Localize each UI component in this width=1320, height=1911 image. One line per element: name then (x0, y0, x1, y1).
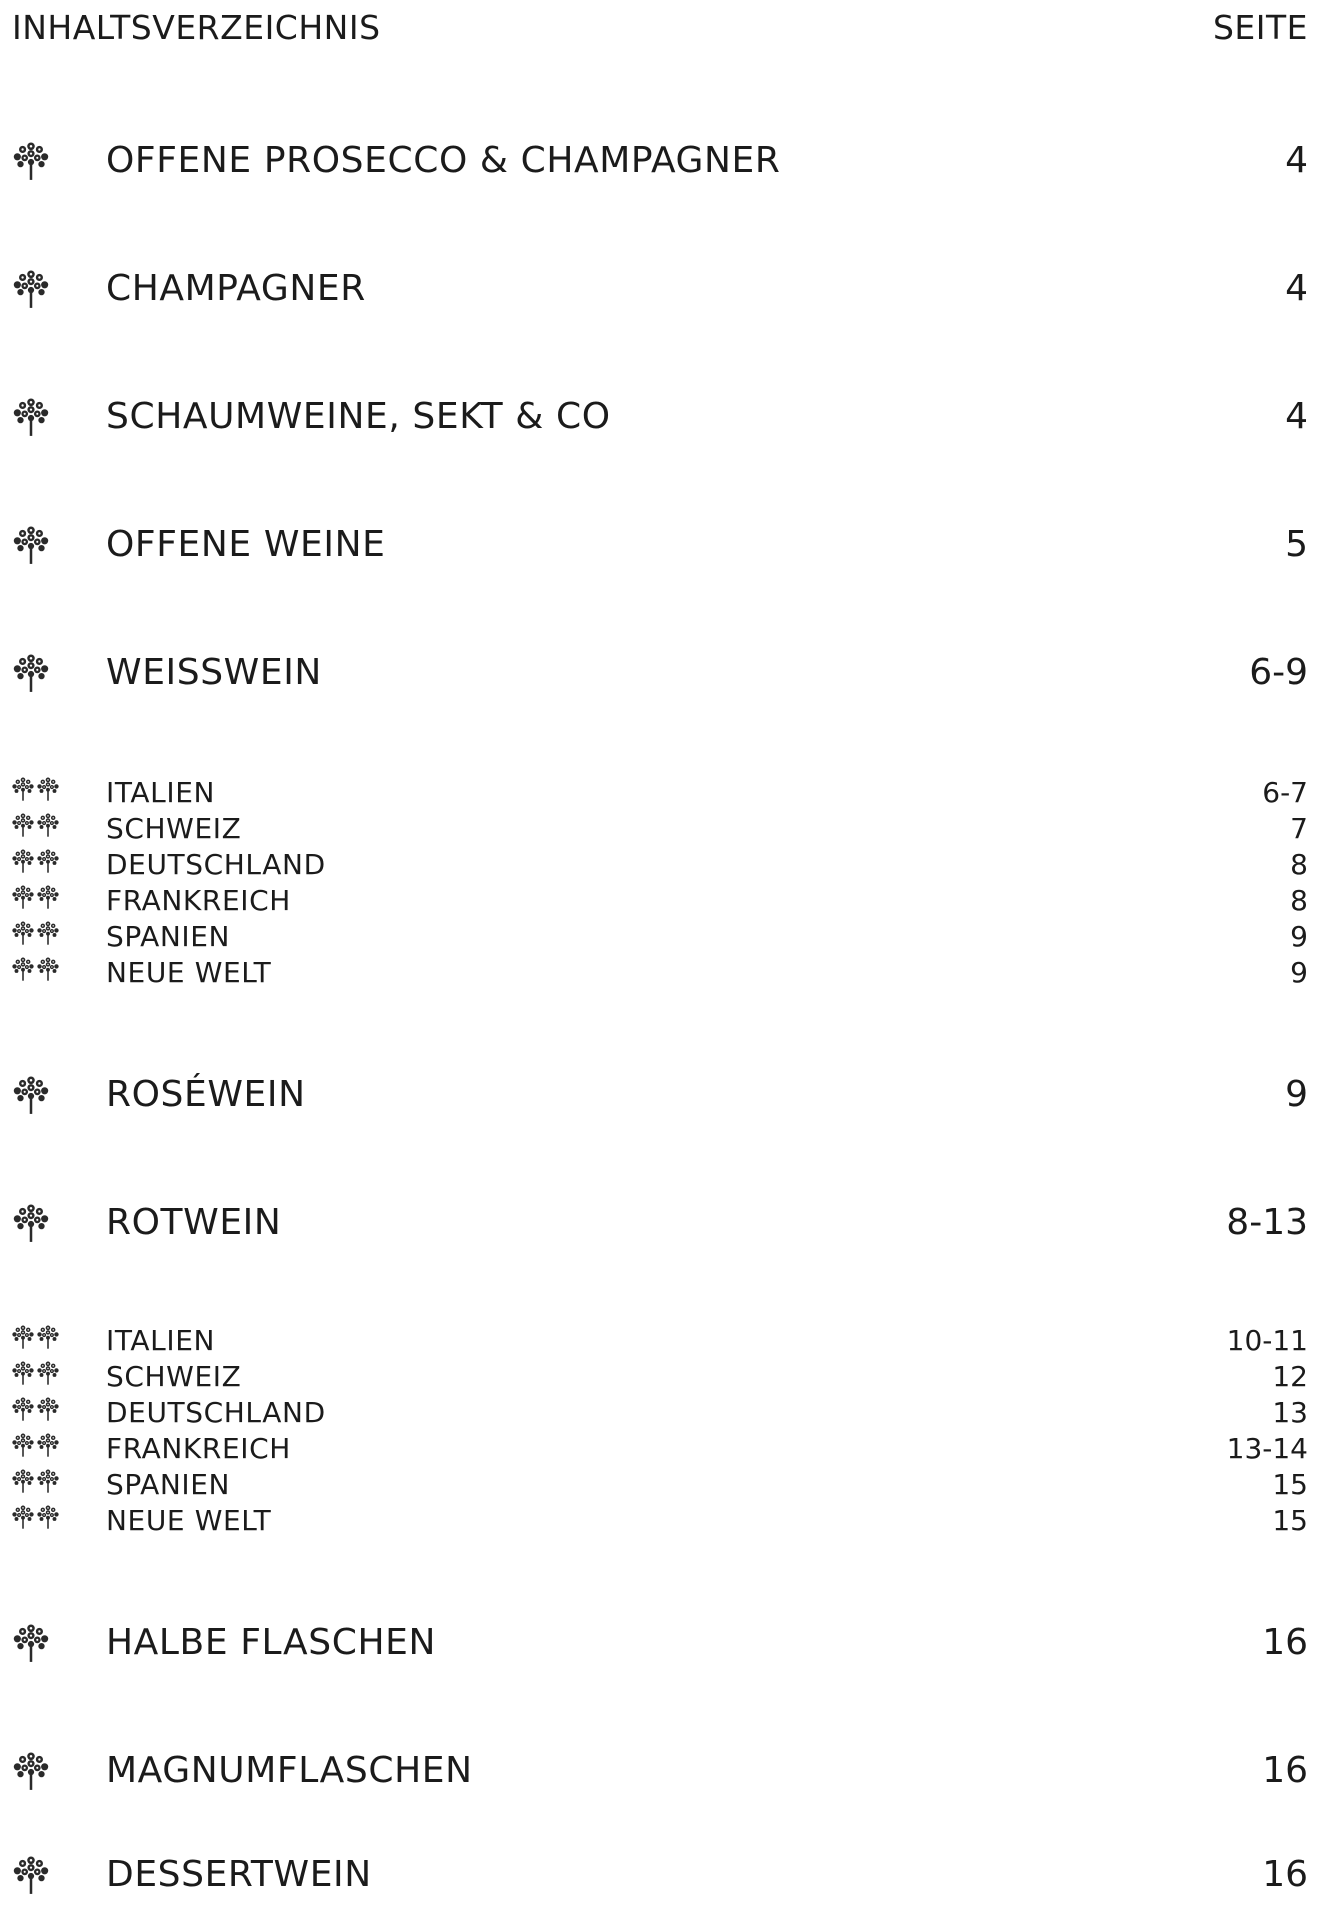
toc-subentry-page: 15 (1272, 1504, 1308, 1537)
toc-entry[interactable] (0, 132, 1320, 192)
toc-subentry[interactable] (0, 1430, 1320, 1466)
toc-entry-label: DESSERTWEIN (106, 1854, 372, 1895)
double-tree-icon (10, 1432, 62, 1460)
toc-entry[interactable] (0, 644, 1320, 704)
toc-entry[interactable] (0, 1614, 1320, 1674)
toc-entry-label: OFFENE PROSECCO & CHAMPAGNER (106, 140, 781, 181)
tree-icon (10, 268, 52, 310)
toc-entry-label: OFFENE WEINE (106, 524, 386, 565)
page-column-heading: SEITE (1212, 8, 1308, 47)
tree-icon (10, 396, 52, 438)
toc-entry-label: ROTWEIN (106, 1202, 282, 1243)
toc-subentry-page: 13-14 (1226, 1432, 1308, 1465)
tree-icon (10, 140, 52, 182)
tree-icon (10, 652, 52, 694)
toc-entry-page: 6-9 (1249, 652, 1308, 693)
toc-entry-page: 8-13 (1226, 1202, 1308, 1243)
toc-entry-label: MAGNUMFLASCHEN (106, 1750, 473, 1791)
double-tree-icon (10, 1504, 62, 1532)
toc-subentry-page: 10-11 (1226, 1324, 1308, 1357)
toc-subentry-label: FRANKREICH (106, 1432, 291, 1465)
toc-entry-label: CHAMPAGNER (106, 268, 366, 309)
toc-title: INHALTSVERZEICHNIS (12, 8, 381, 47)
toc-subentry[interactable] (0, 1502, 1320, 1538)
toc-entry-label: SCHAUMWEINE, SEKT & CO (106, 396, 611, 437)
toc-subentry[interactable] (0, 1322, 1320, 1358)
toc-entry-page: 4 (1285, 140, 1308, 181)
toc-subentry-label: DEUTSCHLAND (106, 1396, 326, 1429)
toc-subentry-page: 15 (1272, 1468, 1308, 1501)
toc-entry-label: WEISSWEIN (106, 652, 322, 693)
toc-entry[interactable] (0, 516, 1320, 576)
toc-subentry[interactable] (0, 774, 1320, 810)
toc-subentry-page: 12 (1272, 1360, 1308, 1393)
toc-subentry-page: 8 (1290, 884, 1308, 917)
double-tree-icon (10, 776, 62, 804)
toc-subentry[interactable] (0, 1466, 1320, 1502)
toc-entry-page: 9 (1285, 1074, 1308, 1115)
toc-subentry-page: 13 (1272, 1396, 1308, 1429)
double-tree-icon (10, 848, 62, 876)
toc-subentry-label: DEUTSCHLAND (106, 848, 326, 881)
toc-subentry-page: 9 (1290, 920, 1308, 953)
toc-subentry[interactable] (0, 882, 1320, 918)
toc-subentry-label: ITALIEN (106, 776, 216, 809)
toc-entry-page: 16 (1262, 1854, 1308, 1895)
toc-subentry-label: FRANKREICH (106, 884, 291, 917)
toc-entry[interactable] (0, 1194, 1320, 1254)
toc-subentry-label: NEUE WELT (106, 1504, 272, 1537)
double-tree-icon (10, 1360, 62, 1388)
toc-subentry-label: SCHWEIZ (106, 1360, 242, 1393)
tree-icon (10, 1074, 52, 1116)
toc-subentry-page: 7 (1290, 812, 1308, 845)
double-tree-icon (10, 956, 62, 984)
toc-entry-label: HALBE FLASCHEN (106, 1622, 436, 1663)
toc-entry-page: 5 (1285, 524, 1308, 565)
toc-subentry-label: SCHWEIZ (106, 812, 242, 845)
toc-entry-page: 16 (1262, 1622, 1308, 1663)
tree-icon (10, 524, 52, 566)
toc-subentry[interactable] (0, 810, 1320, 846)
toc-subentry[interactable] (0, 918, 1320, 954)
double-tree-icon (10, 1468, 62, 1496)
tree-icon (10, 1854, 52, 1896)
toc-subentry-page: 8 (1290, 848, 1308, 881)
double-tree-icon (10, 1324, 62, 1352)
toc-entry[interactable] (0, 1846, 1320, 1906)
toc-header (0, 0, 1320, 60)
tree-icon (10, 1750, 52, 1792)
toc-entry-label: ROSÉWEIN (106, 1074, 306, 1115)
toc-subentry-page: 6-7 (1262, 776, 1308, 809)
toc-subentry[interactable] (0, 954, 1320, 990)
double-tree-icon (10, 812, 62, 840)
toc-entry[interactable] (0, 388, 1320, 448)
toc-subentry[interactable] (0, 846, 1320, 882)
toc-entry[interactable] (0, 260, 1320, 320)
toc-entry-page: 16 (1262, 1750, 1308, 1791)
toc-entry-page: 4 (1285, 268, 1308, 309)
toc-entry-page: 4 (1285, 396, 1308, 437)
toc-subentry-label: SPANIEN (106, 920, 231, 953)
double-tree-icon (10, 884, 62, 912)
toc-subentry-label: SPANIEN (106, 1468, 231, 1501)
toc-subentry-label: NEUE WELT (106, 956, 272, 989)
toc-subentry[interactable] (0, 1358, 1320, 1394)
tree-icon (10, 1622, 52, 1664)
toc-entry[interactable] (0, 1742, 1320, 1802)
toc-entry[interactable] (0, 1066, 1320, 1126)
double-tree-icon (10, 920, 62, 948)
toc-subentry[interactable] (0, 1394, 1320, 1430)
toc-subentry-label: ITALIEN (106, 1324, 216, 1357)
double-tree-icon (10, 1396, 62, 1424)
tree-icon (10, 1202, 52, 1244)
toc-subentry-page: 9 (1290, 956, 1308, 989)
